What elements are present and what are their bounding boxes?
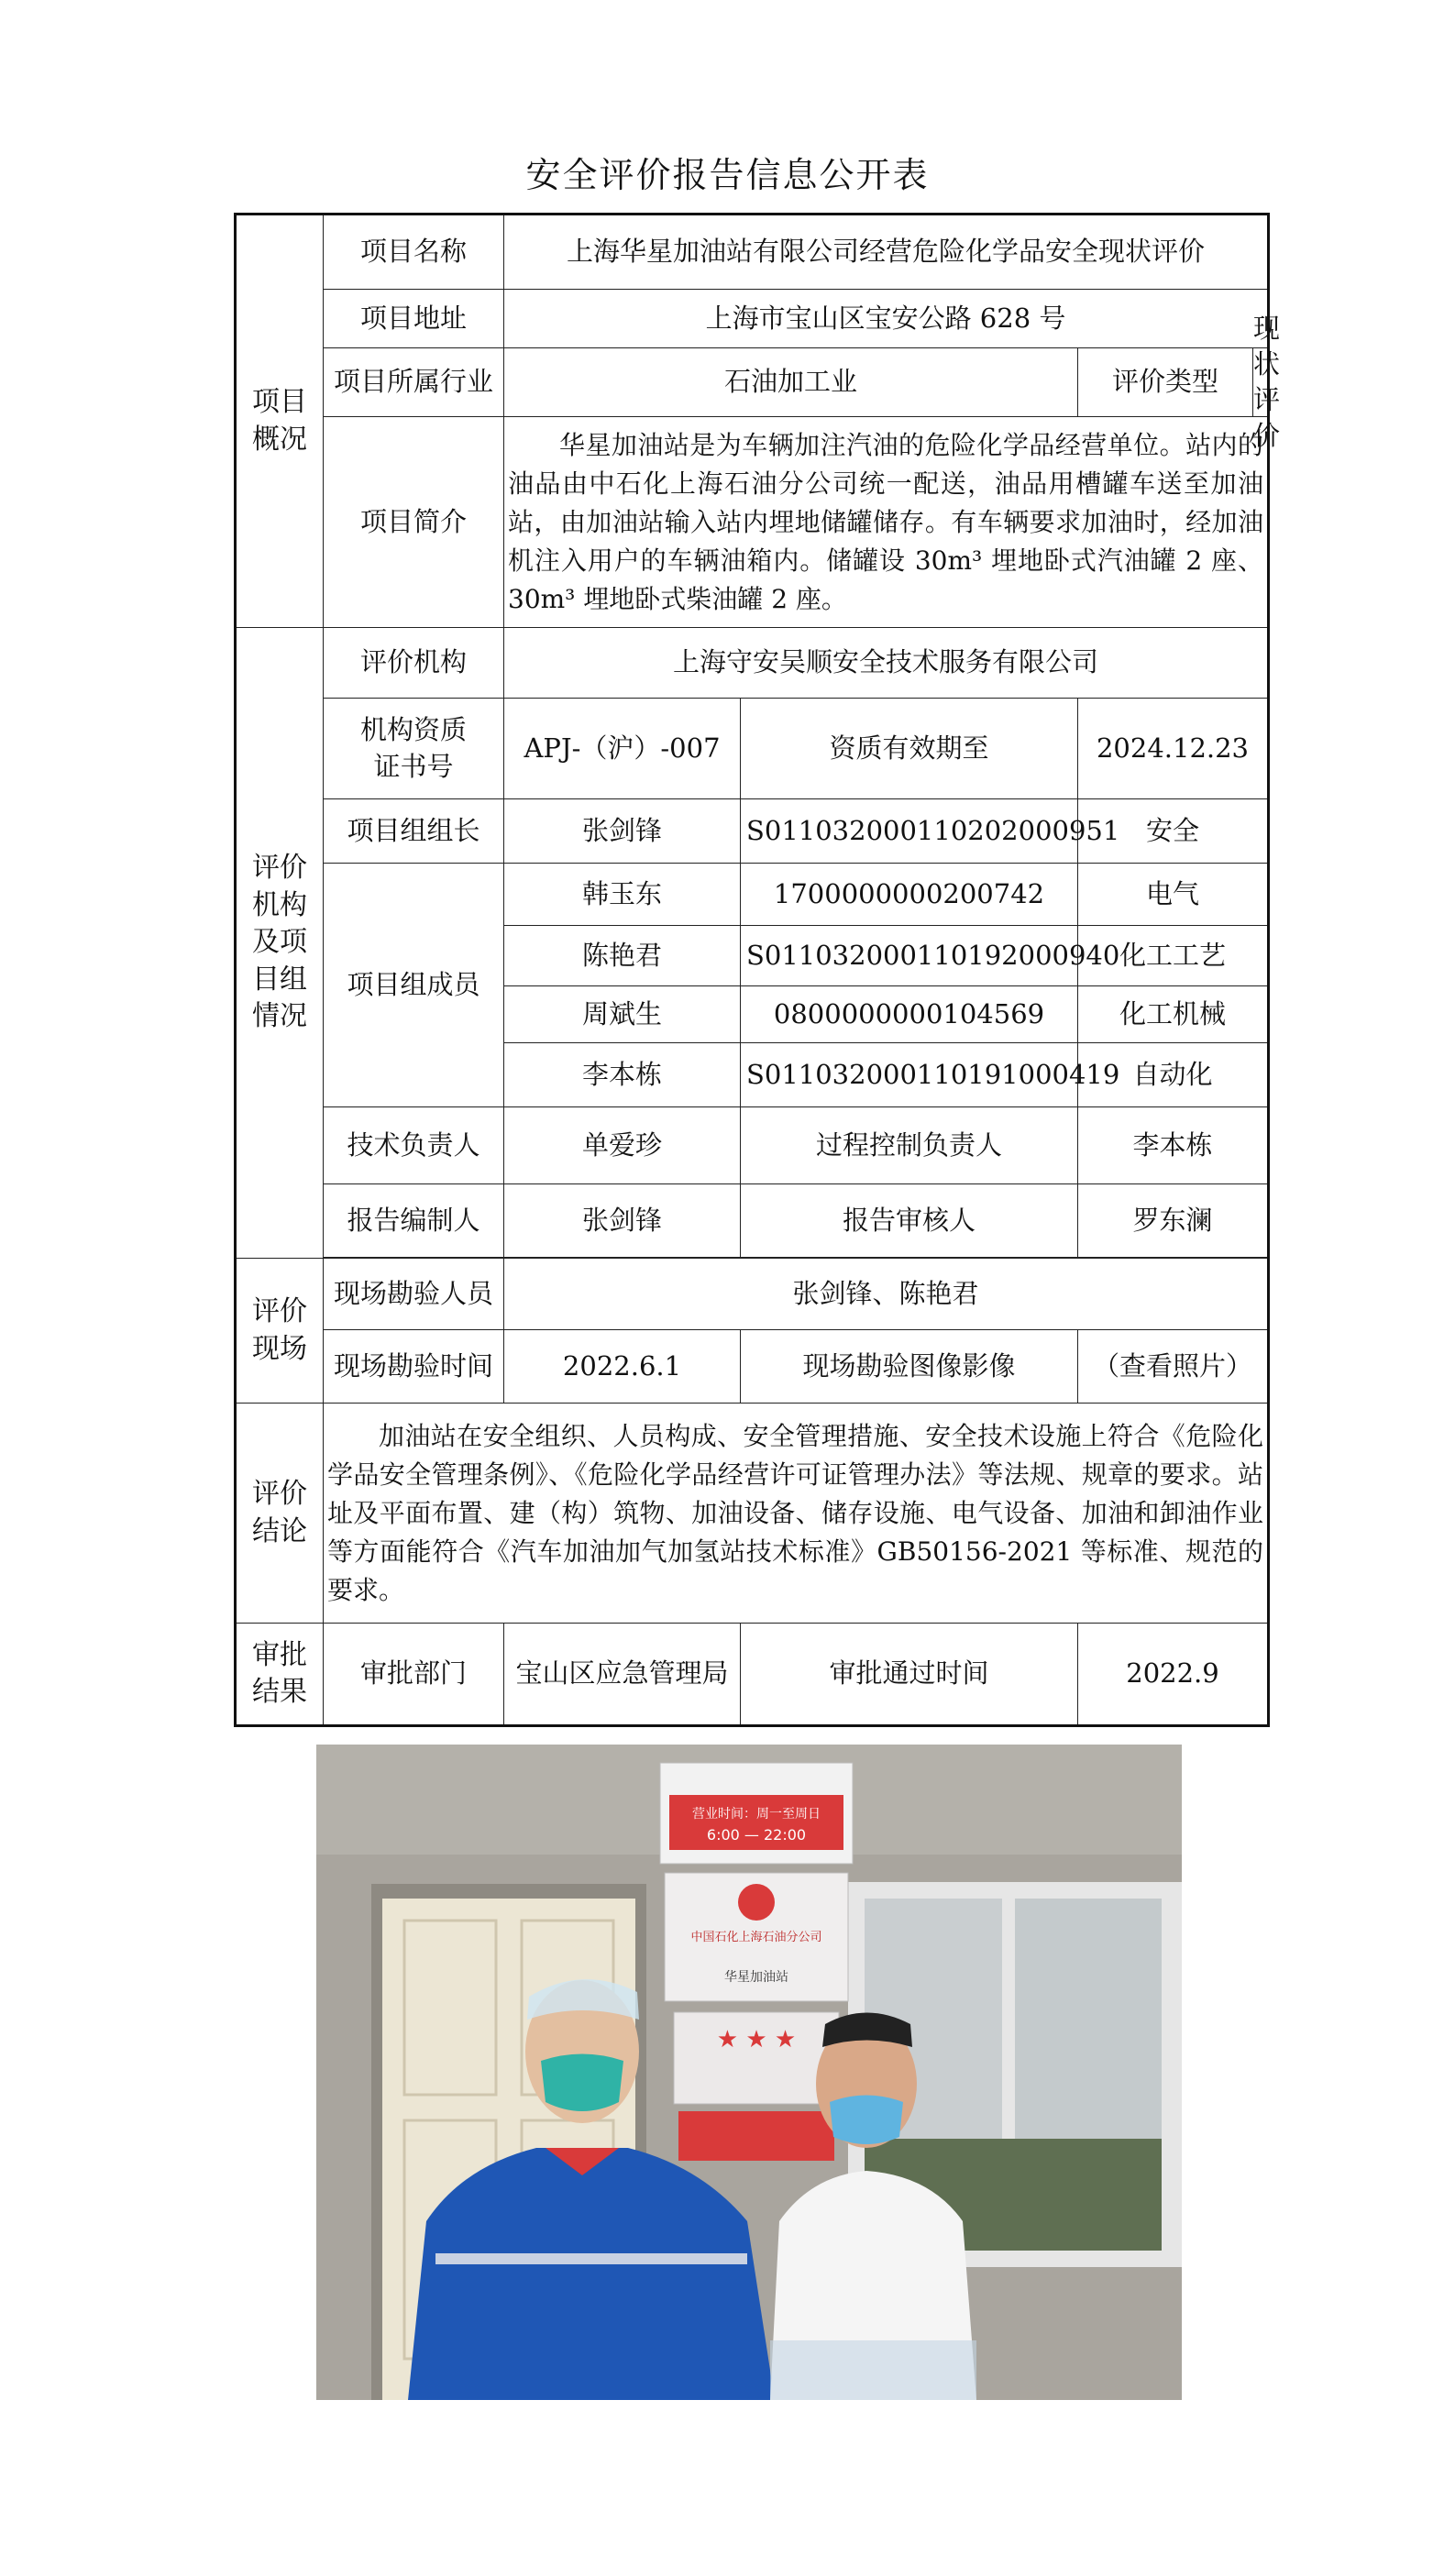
process-value: 李本栋 (1078, 1107, 1269, 1184)
member-cert: S011032000110191000419 (741, 1043, 1078, 1107)
industry-value: 石油加工业 (504, 348, 1078, 417)
reviewer-label: 报告审核人 (741, 1184, 1078, 1258)
row-approval (236, 1624, 1269, 1726)
row-project-intro (236, 417, 1269, 628)
row-site-staff (236, 1259, 1269, 1330)
row-conclusion (236, 1404, 1269, 1624)
project-name-label: 项目名称 (324, 215, 504, 290)
mask-icon (541, 2054, 623, 2112)
approval-dept-label: 审批部门 (324, 1624, 504, 1726)
member-row (236, 864, 1269, 926)
row-cert (236, 699, 1269, 799)
agency-label: 评价机构 (324, 628, 504, 699)
leader-cert: S011032000110202000951 (741, 799, 1078, 864)
member-field: 自动化 (1078, 1043, 1269, 1107)
sign-time-text: 6:00 — 22:00 (706, 1826, 807, 1844)
row-leader (236, 799, 1269, 864)
view-photos-link[interactable]: （查看照片） (1078, 1330, 1269, 1404)
member-field: 化工机械 (1078, 986, 1269, 1043)
sinopec-logo-icon (738, 1884, 775, 1921)
conclusion-text: 加油站在安全组织、人员构成、安全管理措施、安全技术设施上符合《危险化学品安全管理条例》、《危险化学品经营许可证管理办法》等法规、规章的要求。站址及平面布置、建（构）筑物、加油设备、储存设施、电气设备、加油和卸油作业等方面能符合《汽车加油加气加氢站技术标准》GB50156-2021 等标准、规范的要求。 (324, 1404, 1269, 1624)
row-agency (236, 628, 1269, 699)
row-project-address (236, 290, 1269, 348)
row-site-time (236, 1330, 1269, 1404)
member-name: 周斌生 (504, 986, 741, 1043)
row-project-name (236, 215, 1269, 290)
mask-icon-2 (830, 2096, 903, 2145)
project-address-value: 上海市宝山区宝安公路 628 号 (504, 290, 1269, 348)
members-label: 项目组成员 (324, 864, 504, 1107)
section-overview: 项目 概况 (236, 215, 324, 628)
site-time-value: 2022.6.1 (504, 1330, 741, 1404)
approval-dept-value: 宝山区应急管理局 (504, 1624, 741, 1726)
section-conclusion: 评价 结论 (236, 1404, 324, 1624)
section-approval: 审批 结果 (236, 1624, 324, 1726)
site-image-label: 现场勘验图像影像 (741, 1330, 1078, 1404)
site-photo-illustration (316, 1745, 1182, 2400)
site-staff-label: 现场勘验人员 (324, 1259, 504, 1330)
row-tech (236, 1107, 1269, 1184)
member-name: 陈艳君 (504, 926, 741, 986)
member-name: 韩玉东 (504, 864, 741, 926)
member-cert: 1700000000200742 (741, 864, 1078, 926)
member-cert: 0800000000104569 (741, 986, 1078, 1043)
sign-company-text: 中国石化上海石油分公司 (690, 1931, 822, 1944)
agency-value: 上海守安吴顺安全技术服务有限公司 (504, 628, 1269, 699)
member-name: 李本栋 (504, 1043, 741, 1107)
valid-value: 2024.12.23 (1078, 699, 1269, 799)
leader-field: 安全 (1078, 799, 1269, 864)
tech-label: 技术负责人 (324, 1107, 504, 1184)
tech-value: 单爱珍 (504, 1107, 741, 1184)
approval-time-value: 2022.9 (1078, 1624, 1269, 1726)
cert-label: 机构资质 证书号 (324, 699, 504, 799)
cert-value: APJ-（沪）-007 (504, 699, 741, 799)
approval-time-label: 审批通过时间 (741, 1624, 1078, 1726)
project-name-value: 上海华星加油站有限公司经营危险化学品安全现状评价 (504, 215, 1269, 290)
stars-rating: ★ ★ ★ (716, 2026, 797, 2053)
reviewer-value: 罗东澜 (1078, 1184, 1269, 1258)
section-agency: 评价 机构 及项 目组 情况 (236, 628, 324, 1259)
eval-type-label: 评价类型 (1078, 348, 1253, 416)
row-author (236, 1184, 1269, 1258)
member-field: 化工工艺 (1078, 926, 1269, 986)
sign-hours-text: 营业时间：周一至周日 (692, 1807, 821, 1822)
process-label: 过程控制负责人 (741, 1107, 1078, 1184)
eval-type-value: 现状评价 (1253, 312, 1281, 452)
author-value: 张剑锋 (504, 1184, 741, 1258)
site-staff-value: 张剑锋、陈艳君 (504, 1259, 1269, 1330)
leader-label: 项目组组长 (324, 799, 504, 864)
page-title: 安全评价报告信息公开表 (525, 155, 930, 195)
site-time-label: 现场勘验时间 (324, 1330, 504, 1404)
leader-name: 张剑锋 (504, 799, 741, 864)
report-table (234, 213, 1281, 1727)
section-site: 评价 现场 (236, 1259, 324, 1404)
valid-label: 资质有效期至 (741, 699, 1078, 799)
sign-station-text: 华星加油站 (724, 1970, 788, 1985)
site-photo (316, 1745, 1182, 2400)
project-address-label: 项目地址 (324, 290, 504, 348)
project-intro-label: 项目简介 (324, 417, 504, 628)
industry-label: 项目所属行业 (324, 348, 504, 417)
member-cert: S011032000110192000940 (741, 926, 1078, 986)
author-label: 报告编制人 (324, 1184, 504, 1258)
member-field: 电气 (1078, 864, 1269, 926)
row-project-industry (236, 348, 1269, 417)
project-intro-text: 华星加油站是为车辆加注汽油的危险化学品经营单位。站内的油品由中石化上海石油分公司统一配送，油品用槽罐车送至加油站，由加油站输入站内埋地储罐储存。有车辆要求加油时，经加油机注入用户的车辆油箱内。储罐设 30m³ 埋地卧式汽油罐 2 座、30m³ 埋地卧式柴油罐 2 座。 (504, 417, 1269, 628)
